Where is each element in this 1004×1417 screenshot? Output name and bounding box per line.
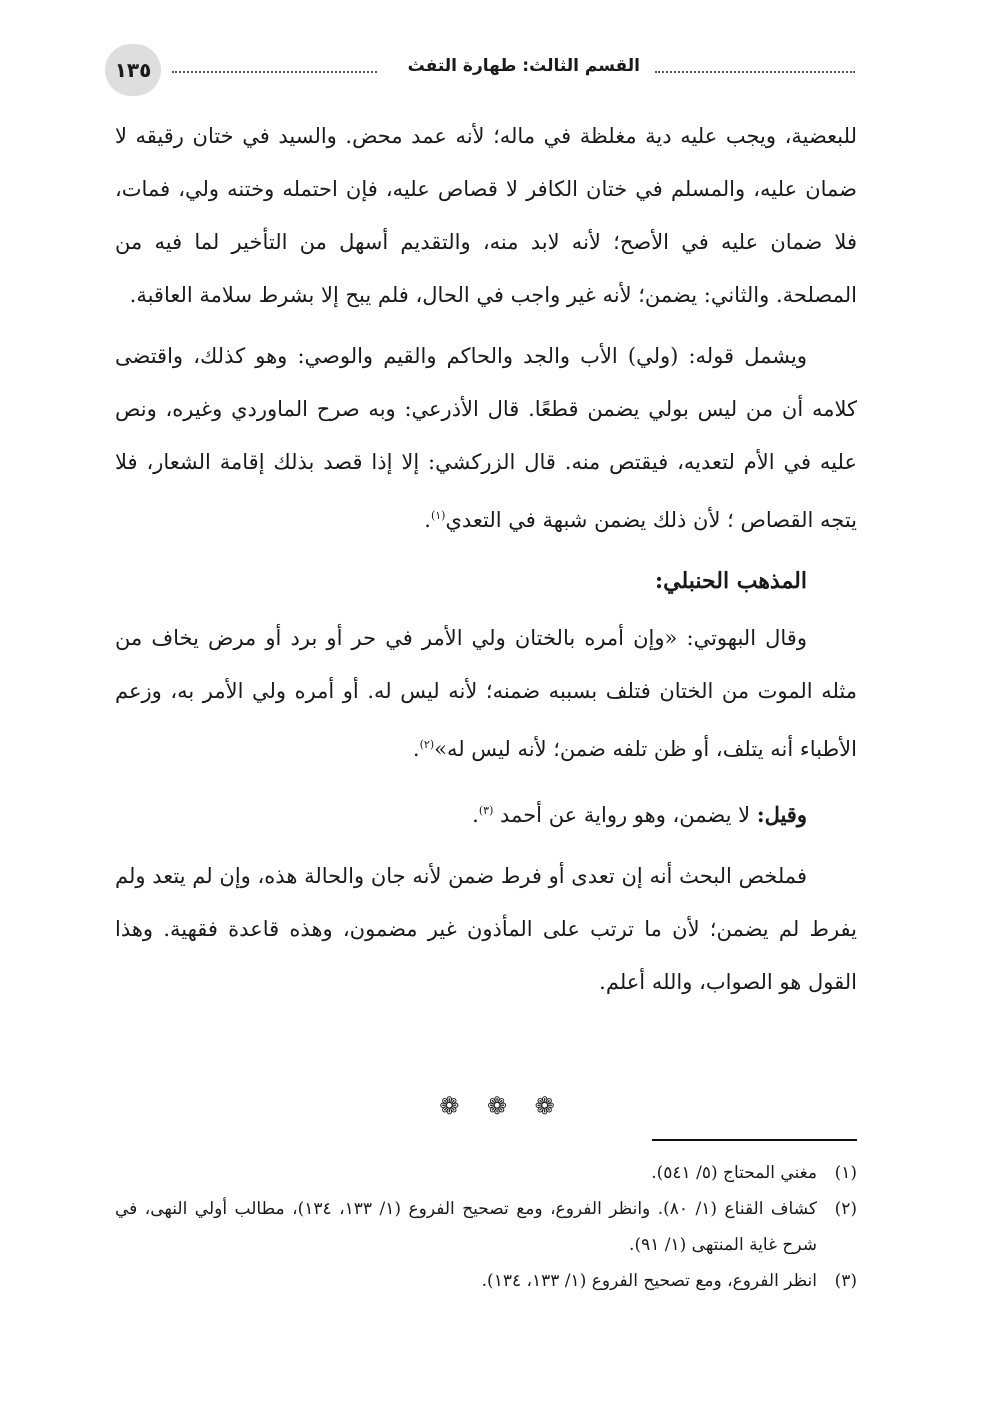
footnotes [115,1155,857,1299]
main-text [115,110,857,1017]
paragraph-4-end: . [472,803,479,827]
header-dotted-leader-right [655,71,855,73]
footnote-divider [652,1139,857,1141]
footnote-number: (٣) [834,1271,857,1291]
page-number: ١٣٥ [114,58,152,82]
footnote-item [115,1155,857,1191]
page-number-badge [105,44,161,96]
section-separator-stars: ❁ ❁ ❁ [439,1092,565,1120]
footnote-text: مغني المحتاج (٥/ ٥٤١). [651,1163,817,1183]
footnote-number: (١) [834,1163,857,1183]
paragraph-3-text: وقال البهوتي: «وإن أمره بالختان ولي الأمر في حر أو برد أو مرض يخاف من مثله الموت من الختان فتلف بسببه ضمنه؛ لأنه ليس له. أو أمره ولي الأمر به، وزعم الأطباء أنه يتلف، أو ظن تلفه ضمن؛ لأنه ليس له» [115,626,857,761]
footnote-text: كشاف القناع (١/ ٨٠). وانظر الفروع، ومع تصحيح الفروع (١/ ١٣٣، ١٣٤)، مطالب أولي النهى، في شرح غاية المنتهى (١/ ٩١). [115,1199,817,1255]
running-title: القسم الثالث: طهارة التفث [407,56,640,76]
footnote-item [115,1263,857,1299]
footnote-item [115,1191,857,1263]
paragraph-5: فملخص البحث أنه إن تعدى أو فرط ضمن لأنه جان والحالة هذه، وإن لم يتعد ولم يفرط لم يضمن؛ لأن ما ترتب على المأذون غير مضمون، وهذه قاعدة فقهية. وهذا القول هو الصواب، والله أعلم. [115,864,857,994]
paragraph-4-text: لا يضمن، وهو رواية عن أحمد [493,803,757,827]
paragraph-3 [115,612,857,776]
paragraph-4-lead: وقيل: [756,802,807,827]
page-header [105,44,855,96]
footnote-ref-3: (٣) [478,804,494,817]
paragraph-4 [115,784,857,842]
header-dotted-leader-left [172,71,377,73]
paragraph-1: للبعضية، ويجب عليه دية مغلظة في ماله؛ لأنه عمد محض. والسيد في ختان رقيقه لا ضمان عليه، والمسلم في ختان الكافر لا قصاص عليه، فإن احتمله وختنه ولي، فمات، فلا ضمان عليه في الأصح؛ لأنه لابد منه، والتقديم أسهل من التأخير لما فيه من المصلحة. والثاني: يضمن؛ لأنه غير واجب في الحال، فلم يبح إلا بشرط سلامة العاقبة. [115,124,857,307]
paragraph-2-text: ويشمل قوله: (ولي) الأب والجد والحاكم والقيم والوصي: وهو كذلك، واقتضى كلامه أن من ليس بولي يضمن قطعًا. قال الأذرعي: وبه صرح الماوردي وغيره، ونص عليه في الأم لتعديه، فيقتص منه. قال الزركشي: إلا إذا قصد بذلك إقامة الشعار، فلا يتجه القصاص ؛ لأن ذلك يضمن شبهة في التعدي [115,344,857,532]
footnote-text: انظر الفروع، ومع تصحيح الفروع (١/ ١٣٣، ١٣٤). [481,1271,817,1291]
paragraph-2-end: . [424,508,431,532]
paragraph-3-end: . [412,737,420,761]
paragraph-2 [115,330,857,547]
footnote-ref-1: (١) [430,509,446,522]
footnote-number: (٢) [834,1199,857,1219]
footnote-ref-2: (٢) [419,738,435,751]
section-heading: المذهب الحنبلي: [655,568,807,594]
